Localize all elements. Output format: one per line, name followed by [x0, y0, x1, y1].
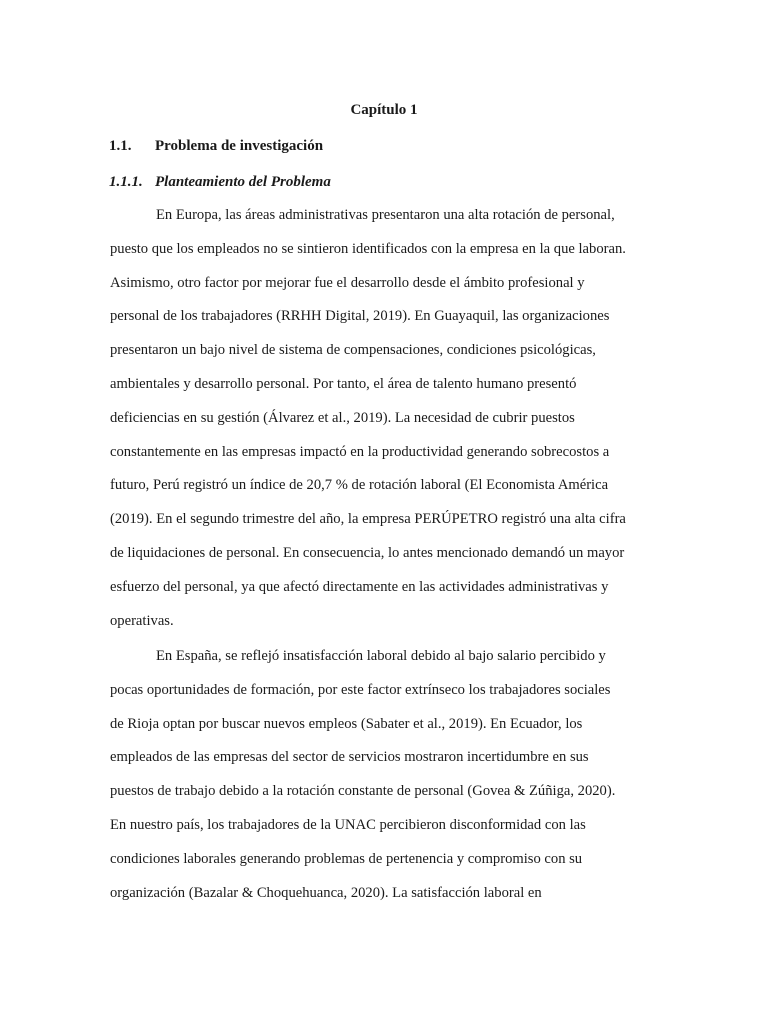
paragraph-line: de Rioja optan por buscar nuevos empleos (Sabater et al., 2019). En Ecuador, los — [110, 715, 583, 732]
paragraph-line: condiciones laborales generando problemas de pertenencia y compromiso con su — [110, 850, 583, 867]
paragraph-line: de liquidaciones de personal. En consecuencia, lo antes mencionado demandó un mayor — [110, 544, 625, 561]
paragraph-line: presentaron un bajo nivel de sistema de compensaciones, condiciones psicológicas, — [110, 342, 596, 359]
section-number: 1.1. — [109, 138, 132, 154]
paragraph-2 — [110, 640, 670, 910]
paragraph-line: organización (Bazalar & Choquehuanca, 2020). La satisfacción laboral en — [110, 884, 542, 901]
paragraph-line: En nuestro país, los trabajadores de la UNAC percibieron disconformidad con las — [110, 816, 586, 833]
chapter-title: Capítulo 1 — [350, 102, 418, 118]
paragraph-line: personal de los trabajadores (RRHH Digital, 2019). En Guayaquil, las organizaciones — [110, 308, 610, 325]
subsection-number: 1.1.1. — [109, 174, 143, 190]
section-title: Problema de investigación — [155, 138, 324, 154]
subsection-heading — [109, 171, 331, 193]
paragraph-line: En España, se reflejó insatisfacción laboral debido al bajo salario percibido y — [156, 648, 606, 664]
paragraph-line: pocas oportunidades de formación, por este factor extrínseco los trabajadores sociales — [110, 681, 611, 698]
paragraph-line: En Europa, las áreas administrativas presentaron una alta rotación de personal, — [156, 207, 615, 223]
paragraph-line: Asimismo, otro factor por mejorar fue el desarrollo desde el ámbito profesional y — [110, 274, 585, 291]
paragraph-line: esfuerzo del personal, ya que afectó directamente en las actividades administrativas y — [110, 578, 609, 595]
section-heading — [109, 135, 323, 157]
paragraph-line: ambientales y desarrollo personal. Por tanto, el área de talento humano presentó — [110, 375, 577, 392]
paragraph-line: constantemente en las empresas impactó en la productividad generando sobrecostos a — [110, 443, 610, 460]
paragraph-1 — [110, 199, 670, 638]
paragraph-line: puesto que los empleados no se sintieron identificados con la empresa en la que laboran. — [110, 240, 626, 257]
paragraph-line: puestos de trabajo debido a la rotación constante de personal (Govea & Zúñiga, 2020). — [110, 783, 616, 800]
subsection-title: Planteamiento del Problema — [155, 174, 331, 190]
paragraph-line: empleados de las empresas del sector de servicios mostraron incertidumbre en sus — [110, 749, 589, 766]
paragraph-line: operativas. — [110, 612, 174, 629]
paragraph-line: deficiencias en su gestión (Álvarez et al., 2019). La necesidad de cubrir puestos — [110, 409, 575, 426]
paragraph-line: (2019). En el segundo trimestre del año, la empresa PERÚPETRO registró una alta cifra — [110, 511, 626, 528]
paragraph-line: futuro, Perú registró un índice de 20,7 % de rotación laboral (El Economista América — [110, 477, 609, 494]
